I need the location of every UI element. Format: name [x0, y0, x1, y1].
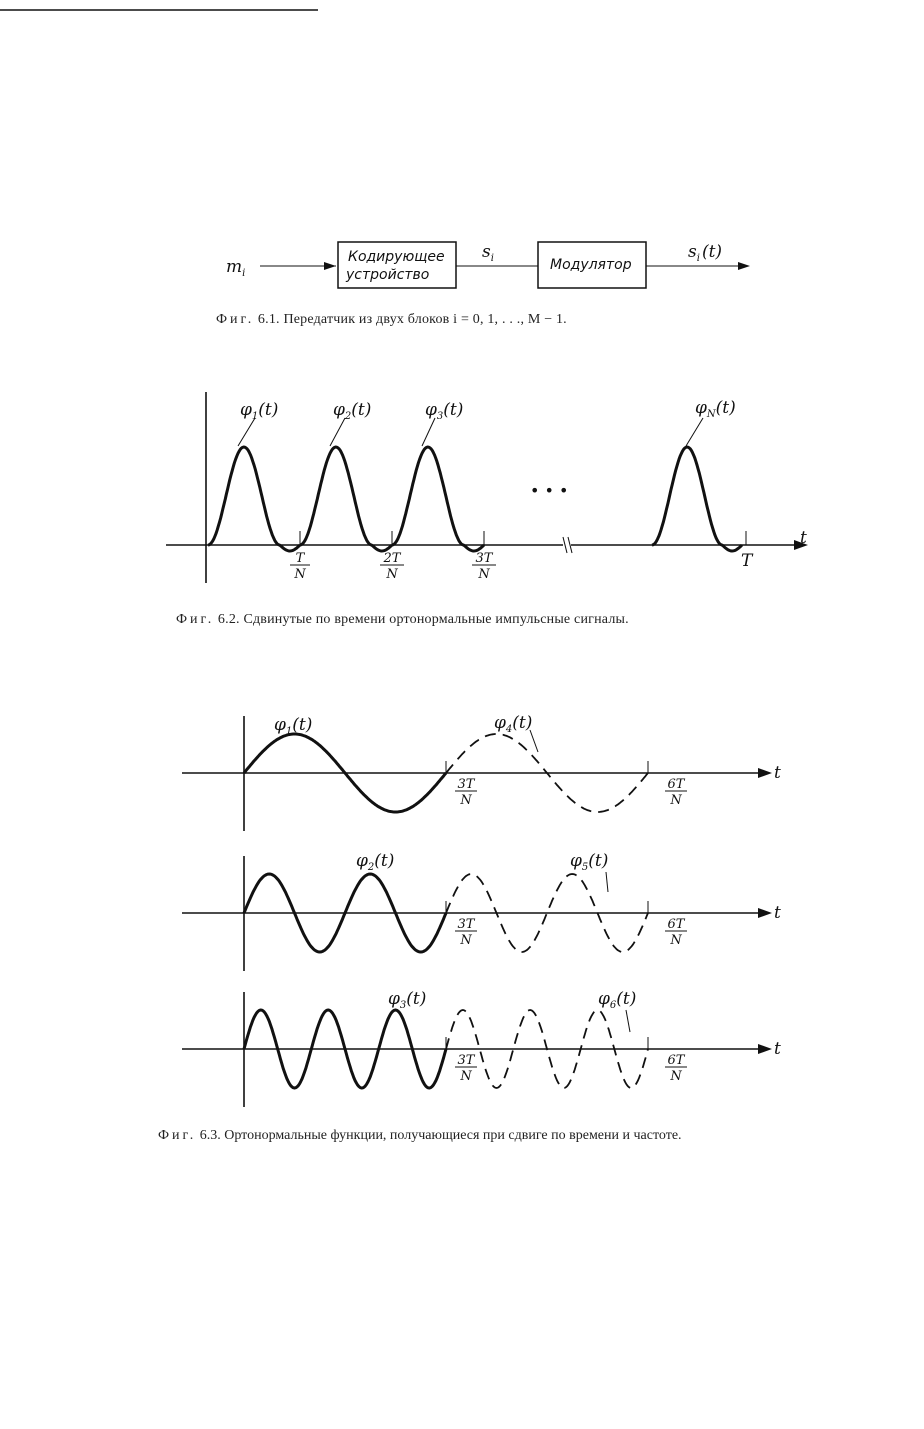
fig63-row2-tick-label-mid	[455, 917, 477, 948]
fig62-tick-label-end: T	[741, 551, 753, 571]
fig61-mid-signal: $s_i$	[482, 242, 494, 264]
fig63-row2-dashed-leader	[606, 872, 608, 892]
fig63-row1-axis-label: t	[774, 763, 781, 783]
svg-text:3T: 3T	[475, 551, 493, 566]
fig63-row2-solid-label: $\varphi_2(t)$	[356, 851, 395, 873]
svg-text:N: N	[670, 933, 682, 948]
svg-text:N: N	[460, 1069, 472, 1084]
fig63-row2-axis-arrow	[758, 908, 772, 918]
fig63-row2-tick-label-end	[665, 917, 687, 948]
fig61-input-label: $m_i$	[226, 257, 246, 279]
fig61-caption-text: Передатчик из двух блоков i = 0, 1, . . ., M − 1.	[283, 312, 567, 327]
fig63-row3-axis-label: t	[774, 1039, 781, 1059]
svg-text:T: T	[295, 551, 305, 566]
fig63-row1-tick-label-end	[665, 777, 687, 808]
fig63-row1-tick-label-mid	[455, 777, 477, 808]
fig63-row2-dashed-label: $\varphi_5(t)$	[570, 851, 609, 873]
fig62-caption-text: Сдвинутые по времени ортонормальные импульсные сигналы.	[243, 612, 629, 627]
svg-text:6T: 6T	[667, 917, 685, 932]
fig63-row1-axis-arrow	[758, 768, 772, 778]
svg-text:N: N	[670, 1069, 682, 1084]
fig63-caption-number: 6.3.	[199, 1128, 221, 1143]
fig62-axis-label: t	[800, 528, 807, 548]
fig62-caption-prefix: Фиг.	[176, 612, 215, 627]
fig63-row3-dashed-label: $\varphi_6(t)$	[598, 989, 637, 1011]
svg-text:N: N	[670, 793, 682, 808]
fig63-caption	[158, 1128, 798, 1144]
fig63-row1-dashed-leader	[530, 730, 538, 752]
svg-text:6T: 6T	[667, 1053, 685, 1068]
fig63-row3-axis-arrow	[758, 1044, 772, 1054]
svg-text:N: N	[460, 793, 472, 808]
fig61-encoder-line2: устройство	[346, 267, 430, 283]
fig61-caption-number: 6.1.	[257, 312, 280, 327]
svg-text:N: N	[460, 933, 472, 948]
fig63-row3-dashed-leader	[626, 1010, 630, 1032]
fig62-label-phin: $\varphi_N(t)$	[695, 398, 736, 420]
svg-text:N: N	[386, 567, 398, 582]
fig62-label-phi3: $\varphi_3(t)$	[425, 400, 464, 422]
svg-text:N: N	[478, 567, 490, 582]
svg-text:2T: 2T	[383, 551, 401, 566]
fig62-caption-number: 6.2.	[217, 612, 240, 627]
fig62-ellipsis: • • •	[530, 481, 569, 500]
fig63-caption-prefix: Фиг.	[158, 1128, 197, 1143]
fig63-row2-axis-label: t	[774, 903, 781, 923]
fig63-caption-text: Ортонормальные функции, получающиеся при сдвиге по времени и частоте.	[224, 1128, 682, 1143]
fig61-caption-prefix: Фиг.	[216, 312, 255, 327]
svg-text:3T: 3T	[457, 777, 475, 792]
fig63-row1-solid-label: $\varphi_1(t)$	[274, 715, 313, 737]
fig62-label-phi1: $\varphi_1(t)$	[240, 400, 279, 422]
svg-text:6T: 6T	[667, 777, 685, 792]
fig62-label-phi2: $\varphi_2(t)$	[333, 400, 372, 422]
svg-text:3T: 3T	[457, 1053, 475, 1068]
fig63-row3-solid-label: $\varphi_3(t)$	[388, 989, 427, 1011]
fig63-row1-dashed-label: $\varphi_4(t)$	[494, 713, 533, 735]
fig61-modulator-label: Модулятор	[550, 257, 632, 273]
fig63-row3-tick-label-mid	[455, 1053, 477, 1084]
fig63-row3-tick-label-end	[665, 1053, 687, 1084]
fig61-output-label: $s_i$ (t)	[688, 242, 723, 264]
svg-text:3T: 3T	[457, 917, 475, 932]
fig61-encoder-line1: Кодирующее	[348, 249, 445, 265]
svg-text:N: N	[294, 567, 306, 582]
